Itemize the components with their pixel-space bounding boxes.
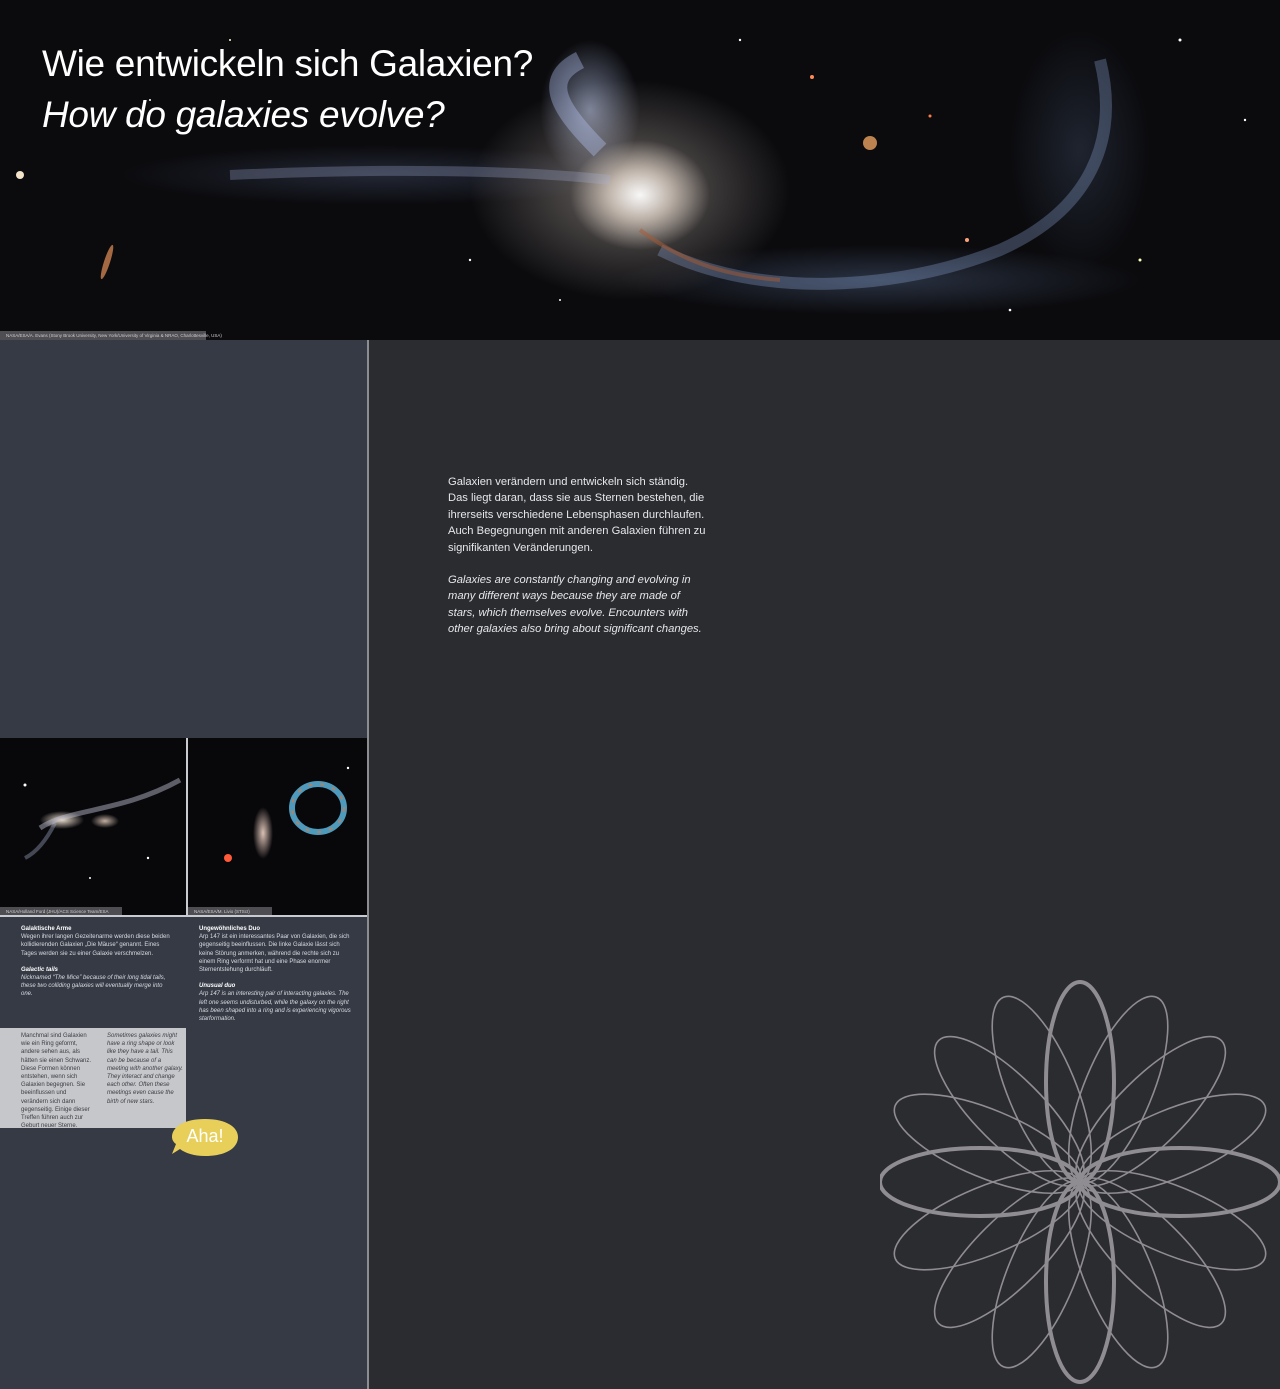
spirograph-decoration [880, 975, 1280, 1389]
spirograph-loop [972, 1169, 1111, 1380]
spirograph-loop [1049, 984, 1188, 1195]
intro-english: Galaxies are constantly changing and evolving in many different ways because they are made of stars, which themselves evolve. Encounters with other galaxies also bring about significant changes. [448, 574, 702, 636]
arp147-caption [199, 925, 351, 1023]
aha-speech-bubble [170, 1116, 240, 1160]
aha-box [0, 1028, 186, 1128]
title-german: Wie entwickeln sich Galaxien? [42, 43, 534, 84]
mice-image-credit: NASA/Holland Ford (JHU)/ACS Science Team/ESA [0, 907, 122, 916]
column-divider [367, 340, 369, 1389]
spirograph-loop [882, 1151, 1093, 1290]
arp147-text-de: Arp 147 ist ein interessantes Paar von Galaxien, die sich gegenseitig beeinflussen. Die linke Galaxie lässt sich keine Störung anmerken, während die rechte sich zu einem Ring verformt hat und eine Phase enormer Sternentstehung durchläuft. [199, 934, 350, 974]
mice-galaxies-image [0, 738, 186, 916]
spirograph-loop [882, 1074, 1093, 1213]
mice-caption [21, 925, 171, 999]
spirograph-loop [1067, 1074, 1278, 1213]
arp147-art [188, 738, 367, 916]
aha-label: Aha! [186, 1126, 224, 1146]
intro-german: Galaxien verändern und entwickeln sich ständig. Das liegt daran, dass sie aus Sternen bestehen, die ihrerseits verschiedene Lebensphasen durchlaufen. Auch Begegnungen mit anderen Galaxien führen zu signifikanten Veränderungen. [448, 476, 706, 554]
spirograph-loop [972, 984, 1111, 1195]
mice-heading-de: Galaktische Arme [21, 926, 72, 932]
hero-image-credit: NASA/ESA/A. Evans (Stony Brook University, New York/University of Virginia & NRAO, Charlottesville, USA) [0, 331, 206, 340]
aha-text-de: Manchmal sind Galaxien wie ein Ring geformt, andere sehen aus, als hätten sie einen Schwanz. Diese Formen können entstehen, wenn sich Galaxien begegnen. Sie beeinflussen und verändern sich dann gegenseitig. Einige dieser Treffen führen auch zur Geburt neuer Sterne. [21, 1033, 92, 1130]
arp147-heading-de: Ungewöhnliches Duo [199, 926, 261, 932]
aha-text-en: Sometimes galaxies might have a ring shape or look like they have a tail. This can be because of a meeting with another galaxy. They interact and change each other. Often these meetings even cause the birth of new stars. [107, 1033, 183, 1105]
mice-galaxies-art [0, 738, 186, 916]
mice-text-de: Wegen ihrer langen Gezeitenarme werden diese beiden kollidierenden Galaxien „Die Mäuse“ genannt. Eines Tages werden sie zu einer Galaxie verschmelzen. [21, 934, 170, 957]
arp147-image-credit: NASA/ESA/M. Livio (STScI) [188, 907, 272, 916]
arp147-text-en: Arp 147 is an interesting pair of interacting galaxies. The left one seems undisturbed, while the galaxy on the right has been shaped into a ring and is experiencing vigorous starformation. [199, 991, 351, 1023]
page-title [42, 38, 533, 140]
hero-image [0, 0, 1280, 340]
arp147-image [188, 738, 367, 916]
spirograph-loop [1067, 1151, 1278, 1290]
title-english: How do galaxies evolve? [42, 94, 445, 135]
images-bottom-rule [0, 915, 367, 917]
mice-text-en: Nicknamed “The Mice” because of their long tidal tails, these two colliding galaxies will eventually merge into one. [21, 975, 166, 998]
arp147-heading-en: Unusual duo [199, 983, 236, 990]
intro-text [448, 474, 708, 638]
spirograph-loop [1049, 1169, 1188, 1380]
mice-heading-en: Galactic tails [21, 966, 59, 973]
left-panel [0, 340, 367, 1389]
